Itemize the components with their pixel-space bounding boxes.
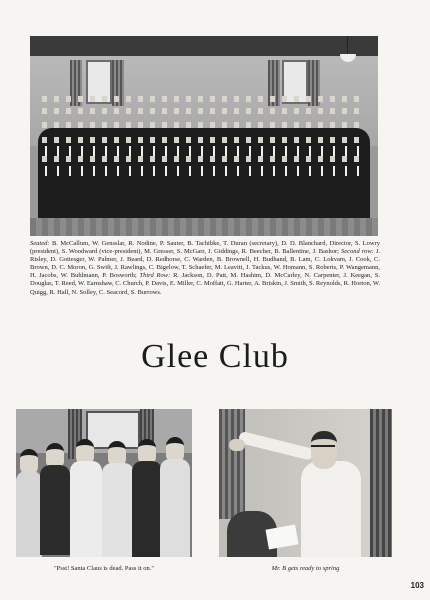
page-title: Glee Club (141, 338, 289, 375)
photo-faces-row (42, 122, 366, 128)
photo-lamp-cord (347, 36, 348, 54)
second-row-names: J. Risley, D. Gottesger, W. Palmer, J. Beard, D. Redhorse, C. Warden, B. Brownell, H. Budhand, B. Lam, C. Lokvam, J. Cook, C. Brown, D. C. Moron, G. Swift, J. Rawlings, C. Bigelow, T. Schaefer, M. Leavitt, J. Tackus, W. Homann, S. Roberts, P. Wangemann, H. Jacobs, W. Buhlmann, P. Bosworth; (30, 248, 380, 280)
seated-label: Seated: (30, 240, 50, 247)
photo-director (301, 461, 361, 557)
second-row-label: Second row: (341, 248, 374, 256)
page-number: 103 (410, 581, 424, 590)
photo-director-glasses (311, 445, 335, 452)
left-photo-caption: "Psst! Santa Claus is dead. Pass it on." (53, 565, 155, 572)
photo-floor (30, 218, 378, 236)
right-photo-caption: Mr. B gets ready to spring (271, 565, 340, 572)
third-row-names: R. Jackson, D. Patt, M. Hashim, D. McCarley, N. Carpenter, J. Keegan, S. Douglas, T. Reed, W. Earnshaw, C. Church, P. Davis, E. Miller, C. Moffatt, G. Harter, A. Briskin, J. Smith, S. Reynolds, R. Horton, W. Quigg, R. Hall, N. Solley, C. Seacord, S. Burrows. (30, 272, 380, 296)
photo-faces-row (42, 137, 366, 143)
photo-director-hand (229, 439, 245, 451)
seated-names: B. McCallum, W. Gensslar, R. Nodine, P. Sauter, B. Tachibke, T. Duran (secretary), D. D. Blanchard, Director, S. Lowry (president), S. Woodward (vice-president), M. Gresser, S. McGarr, J. Giddings, R. Beecher, B. Ballentine, J. Bashor; (30, 240, 380, 256)
photo-faces-row (42, 108, 366, 114)
members-caption (30, 240, 380, 297)
photo-faces-row (42, 96, 366, 102)
photo-shirts-row (42, 166, 366, 176)
photo-faces-row (42, 156, 366, 162)
photo-ceiling (30, 36, 378, 56)
director-photo (219, 409, 392, 557)
third-row-label: Third Row: (139, 272, 171, 280)
photo-curtain (370, 409, 392, 557)
photo-shirts-row (42, 146, 366, 156)
photo-curtain (219, 409, 245, 519)
students-photo (16, 409, 192, 557)
group-photo (30, 36, 378, 236)
